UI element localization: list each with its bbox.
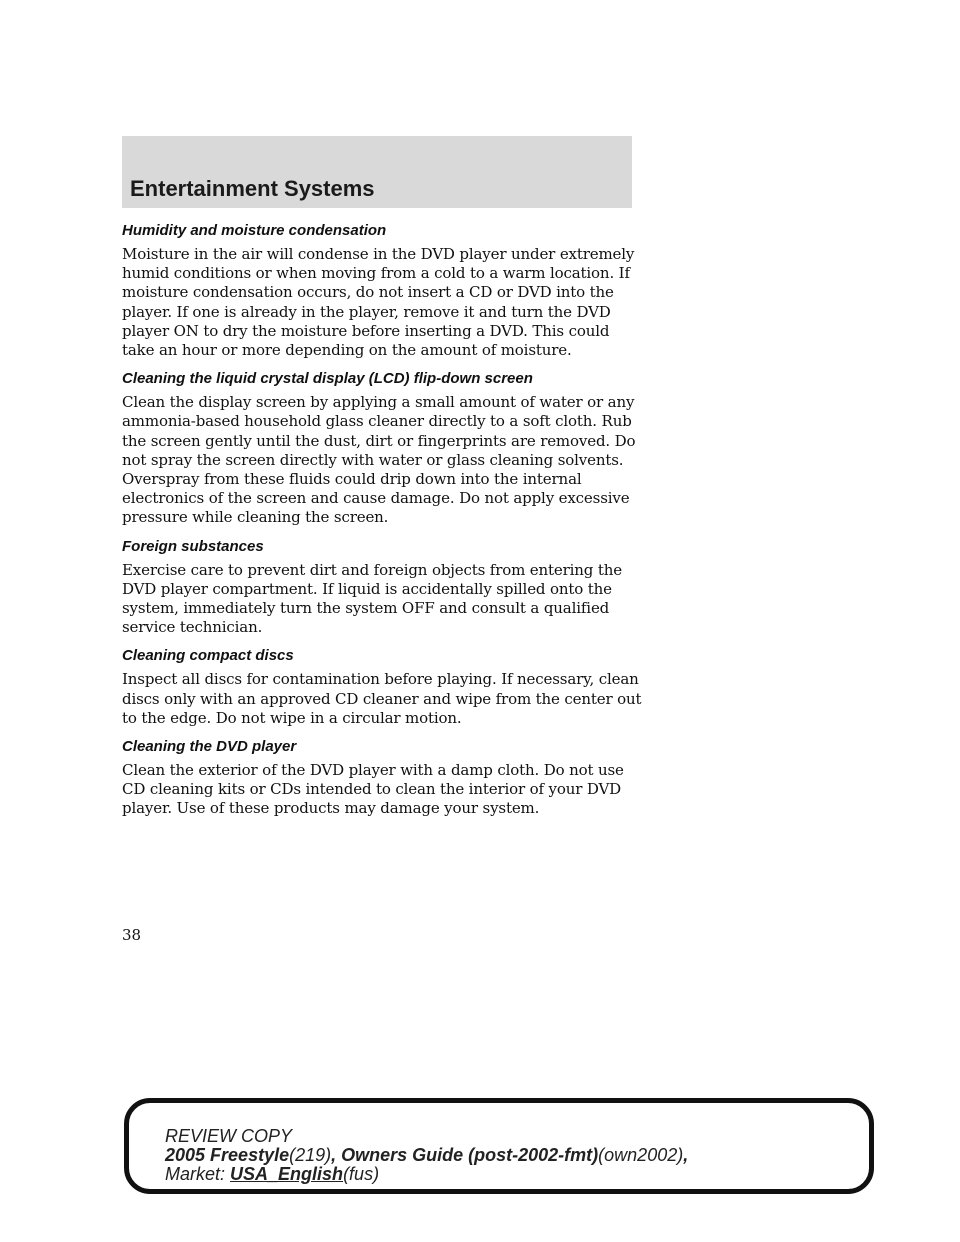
guide-name: , Owners Guide (post-2002-fmt) [331,1145,599,1165]
review-copy-box [124,1098,874,1194]
section-heading: Cleaning the DVD player [122,738,297,756]
line-trail: , [683,1145,689,1165]
section-paragraph: Inspect all discs for contamination before playing. If necessary, clean discs only with an approved CD cleaner and wipe from the center out to the edge. Do not wipe in a circular motion. [122,670,642,727]
review-label: REVIEW COPY [165,1126,293,1146]
section-foreign-substances [122,536,642,638]
section-compact-discs [122,645,642,728]
section-paragraph: Clean the exterior of the DVD player with a damp cloth. Do not use CD cleaning kits or CDs intended to clean the interior of your DVD player. Use of these products may damage your system. [122,761,624,818]
section-paragraph: Moisture in the air will condense in the DVD player under extremely humid conditions or when moving from a cold to a warm location. If moisture condensation occurs, do not insert a CD or DVD into the player. If one is already in the player, remove it and turn the DVD player ON to dry the moisture before inserting a DVD. This could take an hour or more depending on the amount of moisture. [122,245,635,360]
section-heading: Cleaning compact discs [122,647,294,665]
market-name: USA_English [230,1164,344,1184]
section-paragraph: Clean the display screen by applying a small amount of water or any ammonia-based household glass cleaner directly to a soft cloth. Rub the screen gently until the dust, dirt or fingerprints are removed. Do not spray the screen directly with water or glass cleaning solvents. Overspray from these fluids could drip down into the internal electronics of the screen and cause damage. Do not apply excessive pressure while cleaning the screen. [122,393,636,527]
section-heading: Foreign substances [122,537,264,555]
section-heading: Humidity and moisture condensation [122,222,387,239]
section-header-band [122,136,632,208]
guide-code: (own2002) [598,1145,684,1165]
section-dvd-player [122,736,642,819]
page-content [122,220,642,827]
market-label: Market: [165,1164,226,1184]
section-title: Entertainment Systems [130,176,375,201]
market-code: (fus) [343,1164,380,1184]
section-lcd-cleaning [122,368,642,527]
page-number: 38 [122,926,142,944]
section-humidity [122,220,642,360]
review-copy-text [165,1127,688,1184]
vehicle-name: 2005 Freestyle [165,1145,290,1165]
section-heading: Cleaning the liquid crystal display (LCD) flip-down screen [122,370,533,388]
review-vehicle-line [165,1146,688,1165]
section-paragraph: Exercise care to prevent dirt and foreign objects from entering the DVD player compartment. If liquid is accidentally spilled onto the system, immediately turn the system OFF and consult a qualified service technician. [122,560,622,637]
review-market-line [165,1165,688,1184]
vehicle-code: (219) [289,1145,332,1165]
